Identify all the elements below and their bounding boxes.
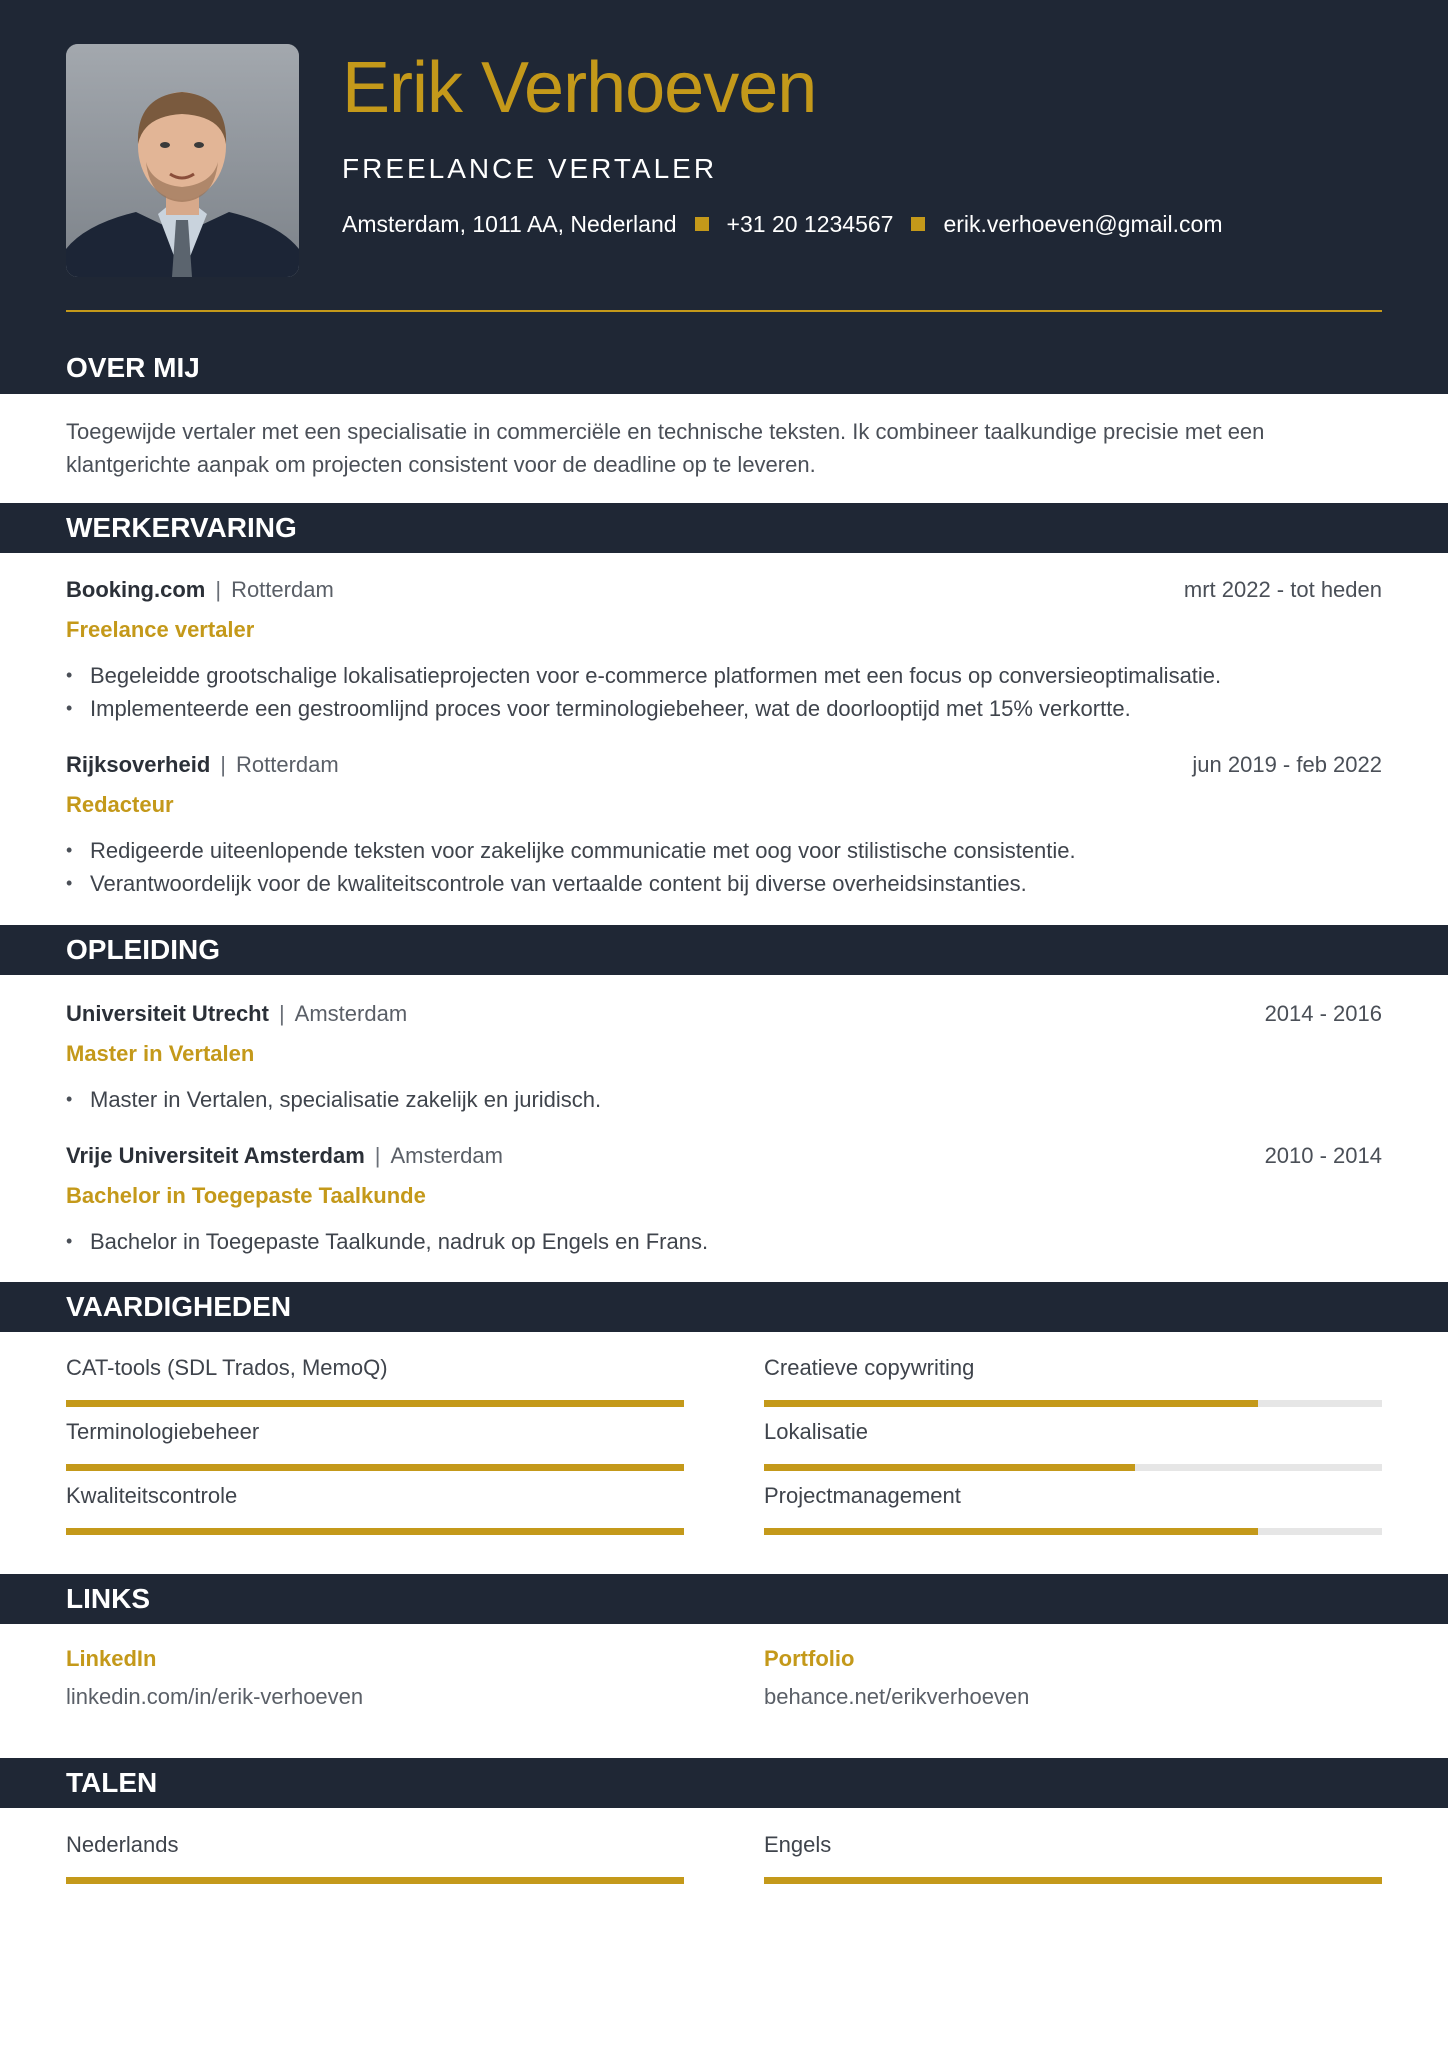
skill-label: Projectmanagement	[764, 1483, 961, 1508]
skill-item	[66, 1416, 684, 1471]
section-title-skills: VAARDIGHEDEN	[66, 1291, 292, 1322]
link-title: Portfolio	[764, 1646, 855, 1671]
entry-bullets	[66, 659, 1382, 725]
entry-location: Amsterdam	[390, 1143, 503, 1168]
header-divider	[66, 310, 1382, 312]
experience-entry	[66, 748, 1382, 900]
bullet-item: • Begeleidde grootschalige lokalisatieprojecten voor e-commerce platformen met een focus op conversieoptimalisatie.	[66, 659, 1382, 692]
section-band-links	[0, 1574, 1448, 1624]
skill-bar	[66, 1400, 684, 1407]
link-item-portfolio	[764, 1643, 1382, 1713]
entry-dates: 2014 - 2016	[1264, 1001, 1382, 1026]
profile-photo	[66, 44, 299, 277]
entry-separator: |	[220, 752, 226, 777]
entry-role: Freelance vertaler	[66, 617, 255, 642]
entry-location: Amsterdam	[294, 1001, 408, 1026]
entry-location: Rotterdam	[236, 752, 339, 777]
section-band-skills	[0, 1282, 1448, 1332]
skill-bar-fill	[66, 1400, 684, 1407]
section-title-languages: TALEN	[66, 1767, 158, 1798]
education-entry	[66, 1139, 1382, 1258]
contact-address: Amsterdam, 1011 AA, Nederland	[342, 211, 677, 237]
skill-bar	[66, 1464, 684, 1471]
about-text: Toegewijde vertaler met een specialisatie in commerciële en technische teksten. Ik combineer taalkundige precisie met een klantgerichte aanpak om projecten consistent voor de deadline op te leveren.	[66, 419, 1265, 477]
entry-organization: Universiteit Utrecht	[66, 1001, 269, 1026]
bullet-item: • Implementeerde een gestroomlijnd proces voor terminologiebeheer, wat de doorlooptijd met 15% verkortte.	[66, 692, 1382, 725]
link-url[interactable]: behance.net/erikverhoeven	[764, 1684, 1030, 1709]
skill-bar-fill	[764, 1464, 1135, 1471]
skill-bar	[764, 1528, 1382, 1535]
portrait-image	[66, 44, 299, 277]
entry-organization: Booking.com	[66, 577, 206, 602]
language-bar-fill	[66, 1877, 684, 1884]
skill-bar	[764, 1464, 1382, 1471]
section-title-education: OPLEIDING	[66, 934, 221, 965]
bullet-item: • Bachelor in Toegepaste Taalkunde, nadruk op Engels en Frans.	[66, 1225, 1382, 1258]
bullet-item: • Redigeerde uiteenlopende teksten voor zakelijke communicatie met oog voor stilistische consistentie.	[66, 834, 1382, 867]
entry-dates: mrt 2022 - tot heden	[1183, 577, 1382, 602]
skill-item	[764, 1416, 1382, 1471]
link-title: LinkedIn	[66, 1646, 157, 1671]
skill-item	[66, 1480, 684, 1535]
skill-label: Terminologiebeheer	[66, 1419, 260, 1444]
language-bar	[764, 1877, 1382, 1884]
education-entry	[66, 997, 1382, 1116]
language-item	[764, 1829, 1382, 1884]
skill-label: CAT-tools (SDL Trados, MemoQ)	[66, 1355, 388, 1380]
job-title: FREELANCE VERTALER	[342, 153, 718, 184]
entry-location: Rotterdam	[231, 577, 334, 602]
section-title-links: LINKS	[66, 1583, 150, 1614]
section-title-about: OVER MIJ	[66, 352, 200, 383]
link-url[interactable]: linkedin.com/in/erik-verhoeven	[66, 1684, 364, 1709]
experience-entry	[66, 573, 1382, 725]
entry-header	[66, 573, 1382, 607]
language-bar	[66, 1877, 684, 1884]
entry-dates: jun 2019 - feb 2022	[1192, 752, 1382, 777]
skill-bar	[66, 1528, 684, 1535]
entry-bullets	[66, 1225, 1382, 1258]
entry-separator: |	[278, 1001, 285, 1026]
separator-square-icon	[695, 217, 709, 231]
entry-role: Master in Vertalen	[66, 1041, 255, 1066]
entry-header	[66, 1139, 1382, 1173]
language-label: Engels	[764, 1832, 832, 1857]
separator-square-icon	[911, 217, 925, 231]
entry-role: Redacteur	[66, 792, 174, 817]
skill-bar-fill	[66, 1528, 684, 1535]
entry-organization: Rijksoverheid	[66, 752, 211, 777]
skill-label: Creatieve copywriting	[764, 1355, 975, 1380]
skill-label: Kwaliteitscontrole	[66, 1483, 238, 1508]
contact-phone[interactable]: +31 20 1234567	[726, 211, 894, 237]
section-band-languages	[0, 1758, 1448, 1808]
language-bar-fill	[764, 1877, 1382, 1884]
skill-item	[764, 1480, 1382, 1535]
skill-bar-fill	[764, 1400, 1258, 1407]
header	[0, 0, 1448, 394]
entry-separator: |	[215, 577, 222, 602]
candidate-name: Erik Verhoeven	[342, 48, 817, 128]
contact-line	[342, 208, 1222, 240]
entry-organization: Vrije Universiteit Amsterdam	[66, 1143, 365, 1168]
skill-bar-fill	[66, 1464, 684, 1471]
link-item-linkedin	[66, 1643, 684, 1713]
section-band-education	[0, 925, 1448, 975]
skill-item	[66, 1352, 684, 1407]
bullet-item: • Master in Vertalen, specialisatie zakelijk en juridisch.	[66, 1083, 1382, 1116]
entry-separator: |	[374, 1143, 381, 1168]
entry-dates: 2010 - 2014	[1264, 1143, 1382, 1168]
contact-email[interactable]: erik.verhoeven@gmail.com	[943, 211, 1223, 237]
section-band-experience	[0, 503, 1448, 553]
entry-header	[66, 748, 1382, 782]
language-item	[66, 1829, 684, 1884]
skill-bar-fill	[764, 1528, 1258, 1535]
skill-label: Lokalisatie	[764, 1419, 868, 1444]
language-label: Nederlands	[66, 1832, 179, 1857]
entry-role: Bachelor in Toegepaste Taalkunde	[66, 1183, 426, 1208]
entry-bullets	[66, 834, 1382, 900]
skill-bar	[764, 1400, 1382, 1407]
skill-item	[764, 1352, 1382, 1407]
entry-header	[66, 997, 1382, 1031]
section-title-experience: WERKERVARING	[66, 512, 297, 543]
entry-bullets	[66, 1083, 1382, 1116]
bullet-item: • Verantwoordelijk voor de kwaliteitscontrole van vertaalde content bij diverse overheidsinstanties.	[66, 867, 1382, 900]
